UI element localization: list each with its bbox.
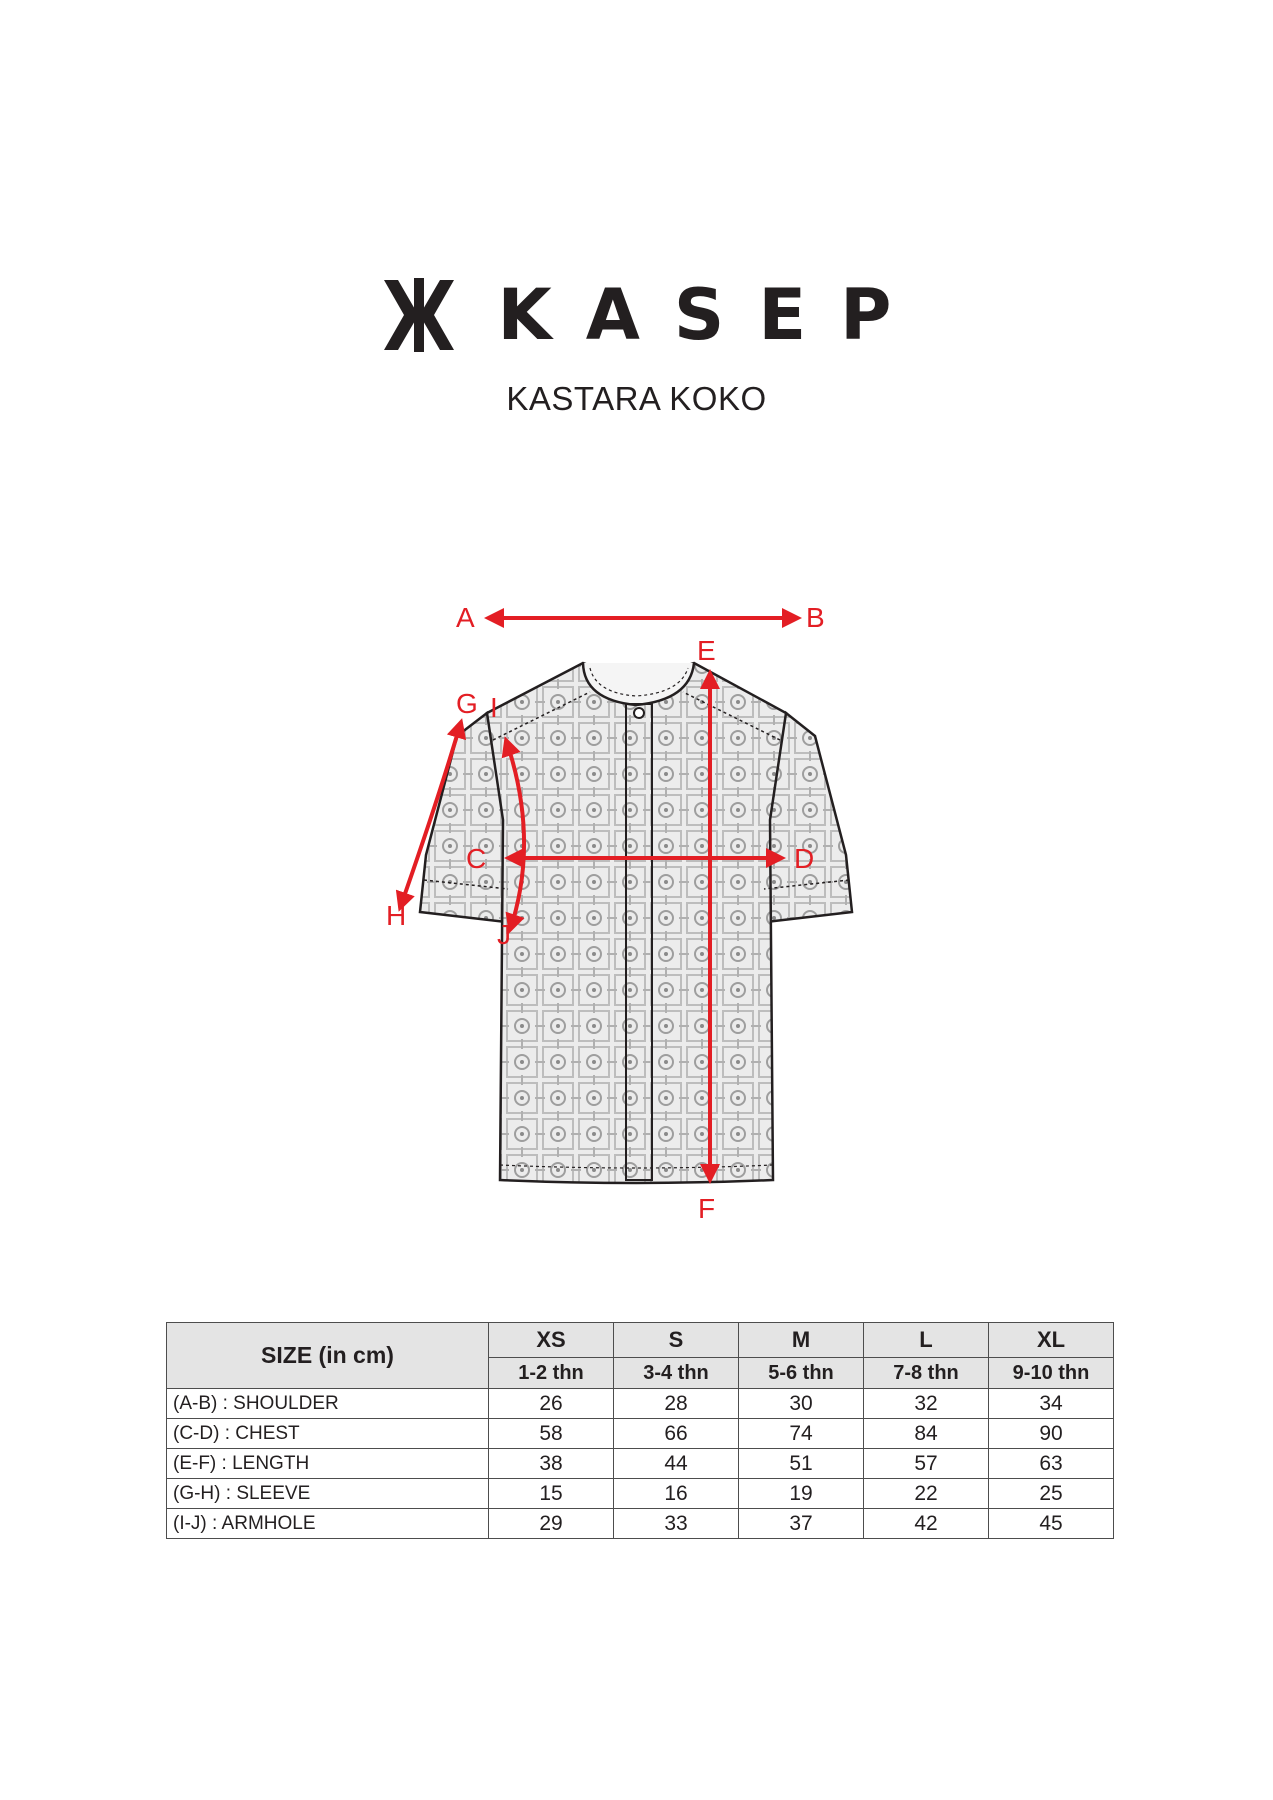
table-cell: 15 <box>489 1479 614 1509</box>
table-cell: 28 <box>614 1389 739 1419</box>
table-cell: 44 <box>614 1449 739 1479</box>
collar-button <box>634 708 644 718</box>
product-name: KASTARA KOKO <box>506 380 767 417</box>
table-row <box>167 1479 1114 1509</box>
table-row <box>167 1449 1114 1479</box>
table-cell: 58 <box>489 1419 614 1449</box>
size-table <box>166 1322 1114 1539</box>
label-j: J <box>497 919 511 950</box>
brand-name: KASEP <box>497 274 926 356</box>
table-cell: 22 <box>864 1479 989 1509</box>
table-cell: 30 <box>739 1389 864 1419</box>
label-c: C <box>466 843 487 874</box>
age-s: 3-4 thn <box>614 1358 739 1389</box>
row-label: (I-J) : ARMHOLE <box>167 1509 489 1539</box>
table-cell: 90 <box>989 1419 1114 1449</box>
age-l: 7-8 thn <box>864 1358 989 1389</box>
table-cell: 19 <box>739 1479 864 1509</box>
age-xs: 1-2 thn <box>489 1358 614 1389</box>
table-cell: 33 <box>614 1509 739 1539</box>
table-cell: 25 <box>989 1479 1114 1509</box>
table-cell: 16 <box>614 1479 739 1509</box>
table-cell: 51 <box>739 1449 864 1479</box>
label-e: E <box>697 635 716 666</box>
table-cell: 29 <box>489 1509 614 1539</box>
size-xs: XS <box>489 1323 614 1358</box>
row-label: (G-H) : SLEEVE <box>167 1479 489 1509</box>
size-xl: XL <box>989 1323 1114 1358</box>
table-cell: 63 <box>989 1449 1114 1479</box>
label-h: H <box>386 900 407 931</box>
table-cell: 84 <box>864 1419 989 1449</box>
table-cell: 32 <box>864 1389 989 1419</box>
label-a: A <box>456 602 475 633</box>
size-header: SIZE (in cm) <box>167 1323 489 1389</box>
label-g: G <box>456 688 478 719</box>
table-cell: 45 <box>989 1509 1114 1539</box>
age-xl: 9-10 thn <box>989 1358 1114 1389</box>
table-cell: 38 <box>489 1449 614 1479</box>
table-cell: 42 <box>864 1509 989 1539</box>
label-d: D <box>794 843 815 874</box>
label-f: F <box>698 1193 716 1224</box>
table-cell: 57 <box>864 1449 989 1479</box>
size-m: M <box>739 1323 864 1358</box>
size-l: L <box>864 1323 989 1358</box>
table-cell: 37 <box>739 1509 864 1539</box>
row-label: (C-D) : CHEST <box>167 1419 489 1449</box>
short-sleeve-shirt-icon <box>420 663 852 1183</box>
table-row <box>167 1389 1114 1419</box>
label-i: I <box>490 692 498 723</box>
age-m: 5-6 thn <box>739 1358 864 1389</box>
row-label: (A-B) : SHOULDER <box>167 1389 489 1419</box>
table-row <box>167 1509 1114 1539</box>
label-b: B <box>806 602 825 633</box>
table-cell: 66 <box>614 1419 739 1449</box>
size-s: S <box>614 1323 739 1358</box>
table-row <box>167 1419 1114 1449</box>
table-cell: 34 <box>989 1389 1114 1419</box>
table-cell: 74 <box>739 1419 864 1449</box>
table-cell: 26 <box>489 1389 614 1419</box>
shirt-body <box>487 663 786 1183</box>
row-label: (E-F) : LENGTH <box>167 1449 489 1479</box>
